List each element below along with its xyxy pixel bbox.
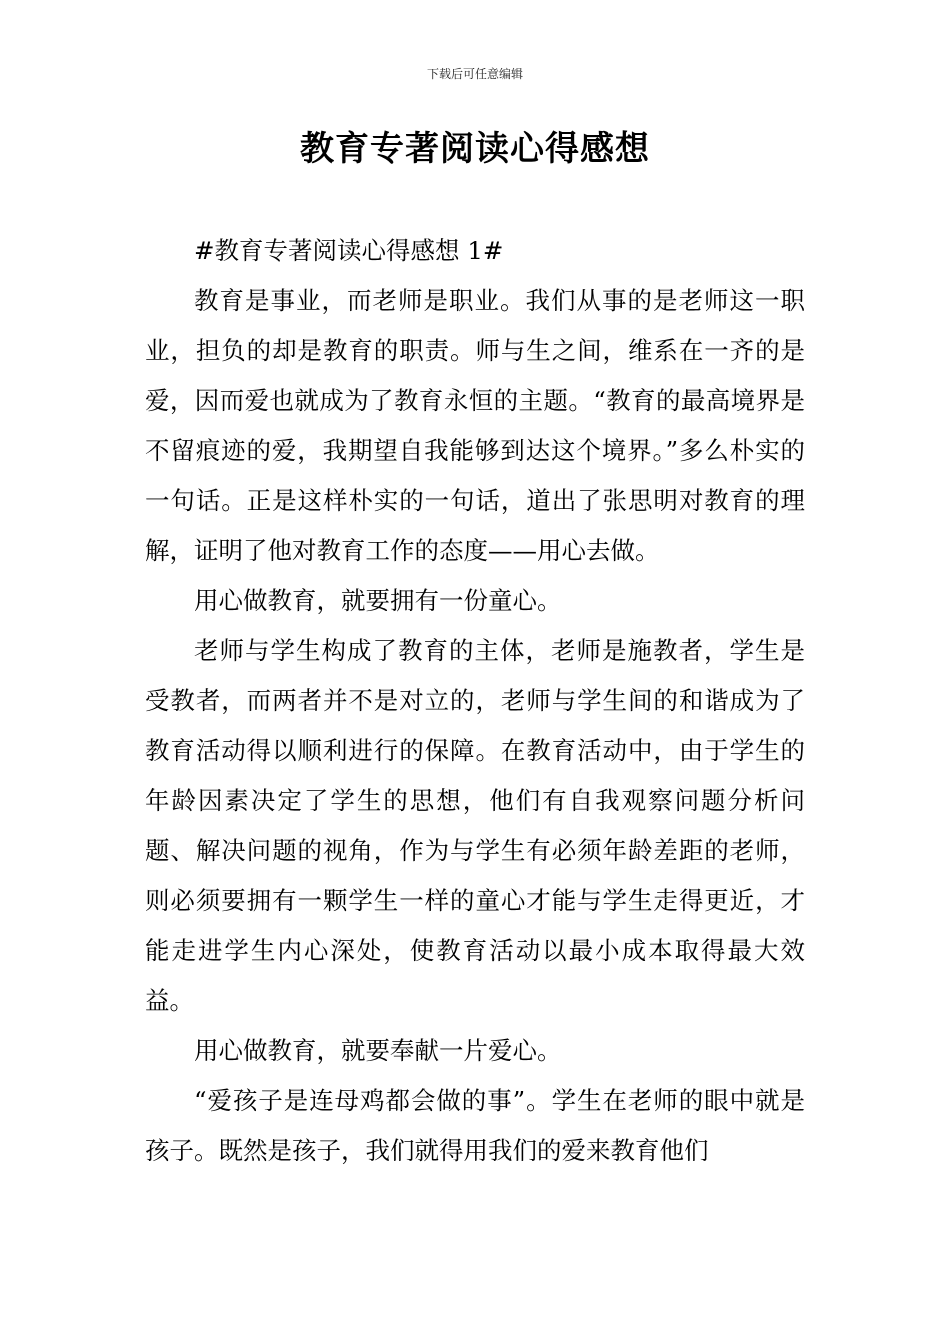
section-heading: #教育专著阅读心得感想 1# xyxy=(194,236,504,265)
document-title: 教育专著阅读心得感想 xyxy=(300,129,650,169)
paragraph: 教育是事业，而老师是职业。我们从事的是老师这一职业，担负的却是教育的职责。师与生之间，维系在一齐的是爱，因而爱也就成为了教育永恒的主题。“教育的最高境界是不留痕迹的爱，我期望自我能够到达这个境界。”多么朴实的一句话。正是这样朴实的一句话，道出了张思明对教育的理解，证明了他对教育工作的态度——用心去做。 xyxy=(145,286,805,565)
header-note: 下载后可任意编辑 xyxy=(426,67,523,81)
document-body xyxy=(145,226,805,1176)
paragraph: “爱孩子是连母鸡都会做的事”。学生在老师的眼中就是孩子。既然是孩子，我们就得用我们的爱来教育他们 xyxy=(145,1086,805,1165)
paragraph: 用心做教育，就要奉献一片爱心。 xyxy=(194,1036,562,1065)
paragraph: 老师与学生构成了教育的主体，老师是施教者，学生是受教者，而两者并不是对立的，老师与学生间的和谐成为了教育活动得以顺利进行的保障。在教育活动中，由于学生的年龄因素决定了学生的思想，他们有自我观察问题分析问题、解决问题的视角，作为与学生有必须年龄差距的老师，则必须要拥有一颗学生一样的童心才能与学生走得更近，才能走进学生内心深处，使教育活动以最小成本取得最大效益。 xyxy=(145,636,805,1015)
paragraph: 用心做教育，就要拥有一份童心。 xyxy=(194,586,562,615)
